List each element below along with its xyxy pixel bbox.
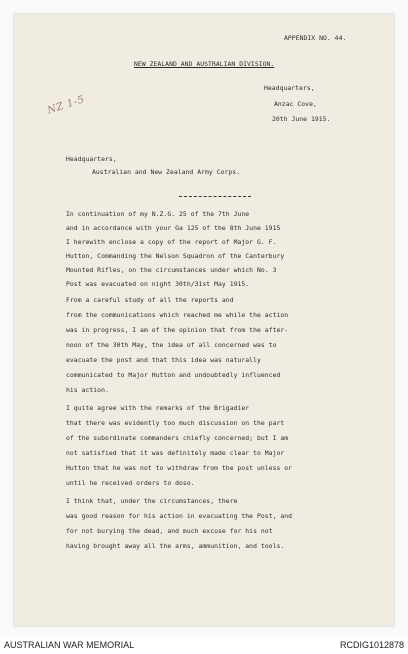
reference-number: RCDIG1012878 [339,640,404,650]
appendix-number: APPENDIX NO. 44. [284,34,347,42]
body-line: and in accordance with your Ga 125 of the 8th June 1915 [66,224,281,232]
body-line: Mounted Rifles, on the circumstances under which No. 3 [66,266,277,274]
body-line: Post was evacuated on night 30th/31st May 1915. [66,280,250,288]
body-line: was in progress, I am of the opinion that from the after- [66,326,289,334]
body-line: his action. [66,386,109,394]
body-line: I herewith enclose a copy of the report of Major G. F. [66,238,277,246]
handwritten-annotation: NZ 1-5 [46,94,87,117]
body-line: Hutton that he was not to withdraw from the post unless or [66,464,293,472]
body-line: From a careful study of all the reports and [66,296,234,304]
body-line: I think that, under the circumstances, there [66,497,238,505]
letter-date: 20th June 1915. [272,115,331,123]
separator-rule [179,196,251,197]
body-line: having brought away all the arms, ammunition, and tools. [66,542,285,550]
body-line: not satisfied that it was definitely made clear to Major [66,449,285,457]
body-line: that there was evidently too much discussion on the part [66,419,285,427]
body-line: In continuation of my N.Z.G. 25 of the 7th June [66,210,250,218]
sender-headquarters: Headquarters, [264,84,315,92]
division-title: NEW ZEALAND AND AUSTRALIAN DIVISION. [134,60,275,68]
body-line: noon of the 30th May, the idea of all concerned was to [66,341,277,349]
document-page [14,14,394,626]
addressee-line-1: Headquarters, [66,155,117,163]
body-line: for not burying the dead, and much excuse for his not [66,527,273,535]
institution-credit: AUSTRALIAN WAR MEMORIAL [4,640,135,650]
addressee-line-2: Australian and New Zealand Army Corps. [92,168,241,176]
body-line: evacuate the post and that this idea was naturally [66,356,261,364]
body-line: from the communications which reached me while the action [66,311,289,319]
body-line: of the subordinate commanders chiefly concerned; but I am [66,434,289,442]
body-line: until he received orders to doso. [66,479,195,487]
body-line: Hutton, Commanding the Nelson Squadron of the Canterbury [66,252,285,260]
body-line: was good reason for his action in evacuating the Post, and [66,512,293,520]
body-line: communicated to Major Hutton and undoubtedly influenced [66,371,281,379]
sender-location: Anzac Cove, [274,100,317,108]
body-line: I quite agree with the remarks of the Brigadier [66,404,250,412]
